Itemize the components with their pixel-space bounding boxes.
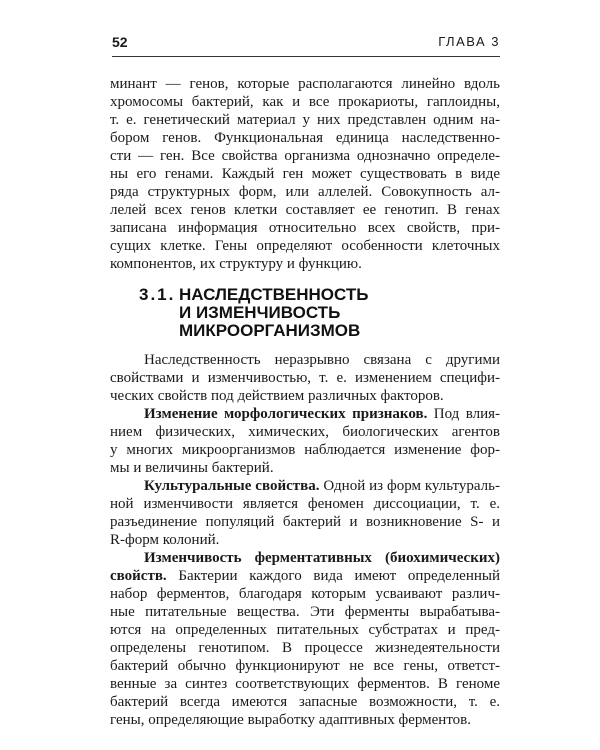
bold-term: Культуральные свойства. — [144, 478, 320, 494]
intro-paragraph — [110, 75, 500, 273]
text-line: ные питательные вещества. Эти ферменты вырабатыва- — [110, 604, 500, 620]
text-line: венные за синтез соответствующих ферментов. В геноме — [110, 676, 500, 692]
text-line: записана информация относительно всех свойств, при- — [110, 220, 500, 236]
text-line: ной изменчивости является феномен диссоциации, т. е. — [110, 496, 500, 512]
text-line: компонентов, их структуру и функцию. — [110, 256, 362, 272]
bold-term: Изменчивость ферментативных (биохимических) — [144, 550, 500, 566]
text-line: бором генов. Функциональная единица наследственно- — [110, 130, 500, 146]
text-line: определены генотипом. В процессе жизнедеятельности — [110, 640, 500, 656]
section-title-line: НАСЛЕДСТВЕННОСТЬ — [179, 285, 369, 304]
page-number: 52 — [112, 34, 128, 50]
text-line — [110, 477, 500, 495]
section-body — [110, 351, 500, 729]
text-line: нием физических, химических, биологических агентов — [110, 424, 500, 440]
text-line: ряда структурных форм, или аллелей. Совокупность ал- — [110, 184, 500, 200]
running-head — [112, 34, 500, 56]
section-title-line: МИКРООРГАНИЗМОВ — [179, 321, 361, 340]
text-line: хромосомы бактерий, как и все прокариоты, гаплоидны, — [110, 94, 500, 110]
text-line — [110, 567, 500, 585]
text-fragment: Одной из форм культураль- — [319, 478, 500, 494]
text-line: сти — ген. Все свойства организма однозначно определе- — [110, 148, 500, 164]
text-line: ны его генами. Каждый ген может существовать в виде — [110, 166, 500, 182]
text-line: ются на определенных питательных субстратах и пред- — [110, 622, 500, 638]
text-line: гены, определяющие выработку адаптивных ферментов. — [110, 712, 472, 728]
text-line: Наследственность неразрывно связана с другими — [144, 352, 500, 368]
chapter-label: ГЛАВА 3 — [438, 34, 500, 49]
bold-term: свойств. — [110, 568, 167, 584]
text-line: ческих свойств под действием различных факторов. — [110, 388, 444, 404]
section-number: 3.1. — [139, 285, 176, 304]
text-line: у многих микроорганизмов наблюдается изменение фор- — [110, 442, 500, 458]
text-line: сущих клетке. Гены определяют особенности клеточных — [110, 238, 500, 254]
text-line: R-форм колоний. — [110, 532, 220, 548]
section-title-line: И ИЗМЕНЧИВОСТЬ — [179, 303, 341, 322]
text-fragment: Под влия- — [427, 406, 500, 422]
text-line: т. е. генетический материал у них представлен одним на- — [110, 112, 500, 128]
text-line: бактерий обычно функционируют не все гены, ответст- — [110, 658, 500, 674]
text-line: лелей всех генов клетки составляет ее генотип. В генах — [110, 202, 500, 218]
text-line: бактерий всегда имеются запасные возможности, т. е. — [110, 694, 500, 710]
header-rule — [112, 56, 500, 57]
text-line: набор ферментов, благодаря которым усваивают различ- — [110, 586, 500, 602]
text-line: минант — генов, которые располагаются линейно вдоль — [110, 76, 500, 92]
section-heading — [139, 286, 368, 340]
bold-term: Изменение морфологических признаков. — [144, 406, 428, 422]
text-line: разъединение популяций бактерий и возникновение S- и — [110, 514, 500, 530]
text-line — [110, 405, 500, 423]
text-fragment: Бактерии каждого вида имеют определенный — [166, 568, 500, 584]
text-line: свойствами и изменчивостью, т. е. изменением специфи- — [110, 370, 500, 386]
text-line: мы и величины бактерий. — [110, 460, 274, 476]
